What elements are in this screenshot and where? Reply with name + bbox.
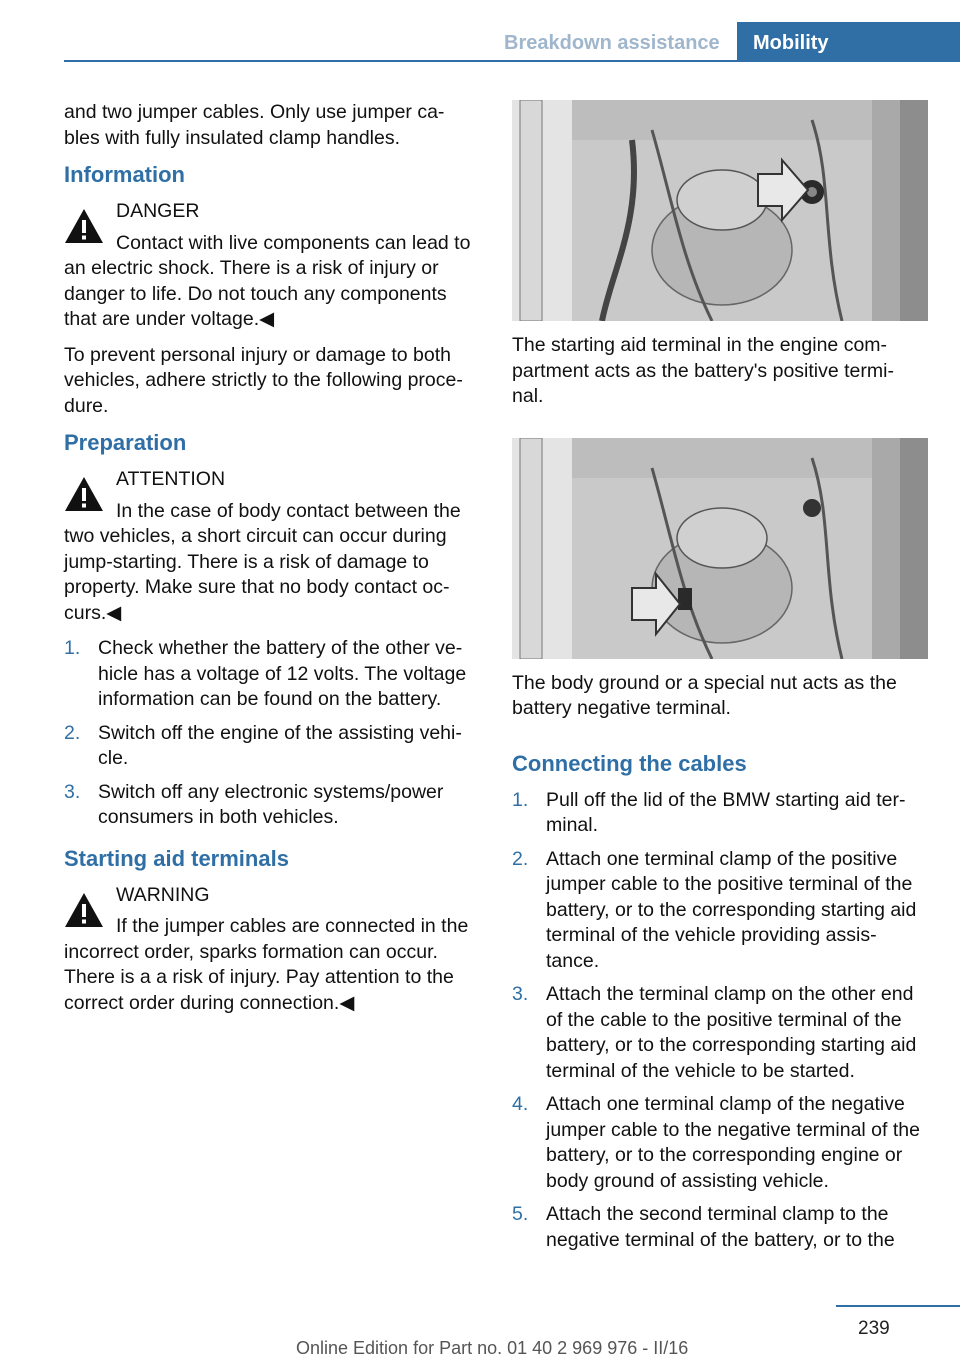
heading-connecting-cables: Connecting the cables (512, 750, 747, 776)
list-item (512, 788, 928, 839)
connecting-steps (512, 788, 928, 1254)
header-section-title: Breakdown assistance (504, 32, 720, 54)
preparation-steps (64, 636, 484, 831)
step-number: 2. (512, 847, 529, 870)
step-text: Attach one terminal clamp of the positive jumper cable to the positive terminal of the battery, or to the corresponding starting aid terminal of the vehicle providing assis‐ tance. (546, 847, 917, 972)
prevent-paragraph: To prevent personal injury or damage to both vehicles, adhere strictly to the following proce‐ dure. (64, 343, 463, 417)
step-number: 3. (512, 983, 529, 1005)
list-item (512, 847, 928, 975)
list-item (64, 780, 484, 831)
header-rule (64, 60, 960, 62)
list-item (512, 982, 928, 1084)
step-number: 3. (64, 780, 81, 803)
intro-paragraph: and two jumper cables. Only use jumper ca‐ bles with fully insulated clamp handles. (64, 101, 445, 149)
engine-compartment-positive-terminal-image (512, 100, 928, 321)
caption-positive-terminal: The starting aid terminal in the engine com‐ partment acts as the battery's positive termi‐ nal. (512, 334, 894, 407)
footer-rule (836, 1305, 960, 1307)
header-chapter-tab: Mobility (737, 22, 960, 62)
step-text: Attach one terminal clamp of the negative jumper cable to the negative terminal of the battery, or to the corresponding engine or body ground of assisting vehicle. (546, 1093, 920, 1192)
caption-ground-terminal: The body ground or a special nut acts as the battery negative terminal. (512, 671, 897, 719)
attention-notice (64, 467, 484, 626)
edition-footer: Online Edition for Part no. 01 40 2 969 976 - II/16 (296, 1338, 689, 1358)
list-item (64, 721, 484, 772)
attention-level-label: ATTENTION (116, 468, 226, 490)
step-number: 4. (512, 1093, 529, 1115)
engine-compartment-ground-terminal-image (512, 438, 928, 659)
danger-level-label: DANGER (116, 200, 200, 222)
list-item (512, 1092, 928, 1194)
right-column (512, 100, 928, 1267)
warning-triangle-icon (64, 207, 104, 245)
step-text: Switch off any electronic systems/power consumers in both vehicles. (98, 780, 444, 828)
danger-notice (64, 199, 484, 333)
list-item (512, 1202, 928, 1253)
step-text: Check whether the battery of the other ve‐ hicle has a voltage of 12 volts. The voltage information can be found on the battery. (98, 637, 467, 710)
step-text: Attach the terminal clamp on the other end of the cable to the positive terminal of the battery, or to the corresponding starting aid terminal of the vehicle to be started. (546, 983, 917, 1082)
step-number: 5. (512, 1203, 529, 1225)
step-text: Pull off the lid of the BMW starting aid ter‐ minal. (546, 788, 906, 836)
attention-text: In the case of body contact between the two vehicles, a short circuit can occur during jump-starting. There is a risk of damage to property. Make sure that no body contact oc‐ curs.◀ (64, 499, 461, 624)
heading-information: Information (64, 162, 185, 187)
warning-triangle-icon (64, 475, 104, 513)
list-item (64, 636, 484, 713)
warning-triangle-icon (64, 891, 104, 929)
danger-text: Contact with live components can lead to an electric shock. There is a risk of injury or danger to life. Do not touch any components that are under voltage.◀ (64, 231, 471, 330)
step-number: 1. (512, 788, 529, 811)
heading-starting-aid-terminals: Starting aid terminals (64, 845, 289, 871)
warning-notice (64, 883, 484, 1017)
heading-preparation: Preparation (64, 430, 187, 455)
step-text: Switch off the engine of the assisting vehi‐ cle. (98, 721, 462, 769)
warning-level-label: WARNING (116, 883, 210, 906)
page-number: 239 (858, 1318, 890, 1339)
left-column (64, 100, 484, 1026)
step-text: Attach the second terminal clamp to the negative terminal of the battery, or to the (546, 1203, 895, 1251)
step-number: 2. (64, 721, 81, 744)
warning-text: If the jumper cables are connected in the incorrect order, sparks formation can occur. There is a a risk of injury. Pay attention to the correct order during connection.◀ (64, 915, 469, 1014)
step-number: 1. (64, 637, 81, 659)
